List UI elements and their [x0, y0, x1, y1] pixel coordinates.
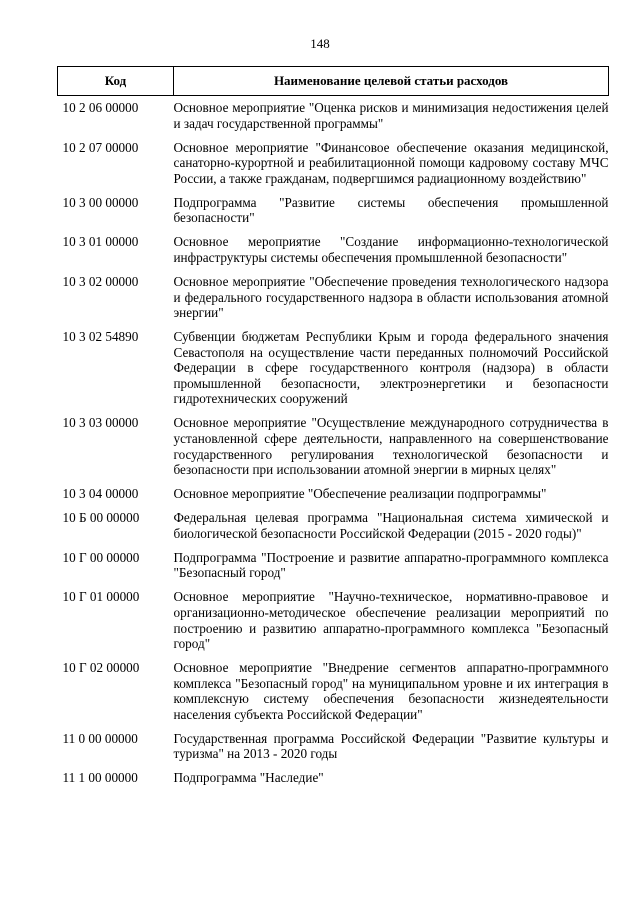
header-code: Код	[58, 67, 174, 96]
row-code: 11 1 00 00000	[62, 770, 138, 786]
row-name: Основное мероприятие "Обеспечение реализации подпрограммы"	[173, 486, 547, 502]
row-name: Основное мероприятие "Создание информационно-технологической инфраструктуры системы обеспечения промышленной безопасности"	[173, 234, 609, 265]
row-code: 10 3 02 00000	[62, 273, 139, 289]
row-name: Государственная программа Российской Федерации "Развитие культуры и туризма" на 2013 - 2020 годы	[173, 730, 609, 762]
table-row	[58, 274, 609, 329]
row-code: 11 0 00 00000	[62, 730, 138, 746]
row-name: Основное мероприятие "Финансовое обеспечение оказания медицинской, санаторно-курортной и реабилитационной помощи кадровому составу МЧС России, а также гражданам, подвергшимся радиационному воздействию"	[173, 139, 609, 186]
row-code: 10 3 03 00000	[62, 415, 139, 431]
row-name: Основное мероприятие "Обеспечение проведения технологического надзора и федерального государственного надзора в области использования атомной энергии"	[173, 273, 609, 321]
table-header-row	[58, 67, 609, 96]
table-row	[58, 96, 609, 140]
row-code: 10 3 02 54890	[62, 329, 139, 345]
row-name: Основное мероприятие "Осуществление международного сотрудничества в установленной сфере деятельности, направленного на совершенствование государственного регулирования технологической безопасности и безопасности при использовании атомной энергии в мирных целях"	[173, 415, 609, 478]
table-row	[58, 486, 609, 510]
row-code: 10 Г 00 00000	[62, 549, 140, 565]
table-row	[58, 589, 609, 660]
table-row	[58, 140, 609, 195]
row-code: 10 Г 01 00000	[62, 589, 140, 605]
row-name: Подпрограмма "Наследие"	[173, 770, 324, 786]
row-name: Основное мероприятие "Внедрение сегментов аппаратно-программного комплекса "Безопасный город" на муниципальном уровне и их интеграция в комплексную систему обеспечения безопасности жизнедеятельности населения субъекта Российской Федерации"	[173, 660, 609, 722]
header-name: Наименование целевой статьи расходов	[174, 67, 609, 96]
row-name: Подпрограмма "Построение и развитие аппаратно-программного комплекса "Безопасный город"	[173, 549, 609, 581]
row-name: Основное мероприятие "Научно-техническое, нормативно-правовое и организационно-методическое обеспечение реализации мероприятий по построению и развитию аппаратно-программного комплекса "Безопасный город"	[173, 589, 609, 652]
page-number: 148	[310, 36, 330, 51]
row-code: 10 3 04 00000	[62, 486, 139, 502]
row-code: 10 2 06 00000	[62, 100, 139, 115]
table-row	[58, 234, 609, 274]
table-body	[58, 96, 609, 795]
table-row	[58, 550, 609, 590]
table-row	[58, 770, 609, 794]
row-name: Основное мероприятие "Оценка рисков и минимизация недостижения целей и задач государственной программы"	[173, 100, 609, 131]
table-row	[58, 510, 609, 550]
table-row	[58, 660, 609, 731]
row-code: 10 3 01 00000	[62, 234, 139, 250]
budget-codes-table	[57, 66, 609, 794]
row-name: Федеральная целевая программа "Национальная система химической и биологической безопасности Российской Федерации (2015 - 2020 годы)"	[173, 510, 609, 541]
table-row	[58, 415, 609, 486]
row-name: Подпрограмма "Развитие системы обеспечения промышленной безопасности"	[173, 194, 609, 226]
row-code: 10 Б 00 00000	[62, 510, 140, 526]
table-row	[58, 329, 609, 415]
row-code: 10 Г 02 00000	[62, 660, 140, 676]
row-name: Субвенции бюджетам Республики Крым и города федерального значения Севастополя на осуществление части переданных полномочий Российской Федерации в сфере государственного контроля (надзора) в области промышленной безопасности, электроэнергетики и безопасности гидротехнических сооружений	[173, 329, 609, 407]
table-row	[58, 195, 609, 235]
row-code: 10 2 07 00000	[62, 139, 139, 155]
table-row	[58, 731, 609, 771]
row-code: 10 3 00 00000	[62, 194, 139, 210]
